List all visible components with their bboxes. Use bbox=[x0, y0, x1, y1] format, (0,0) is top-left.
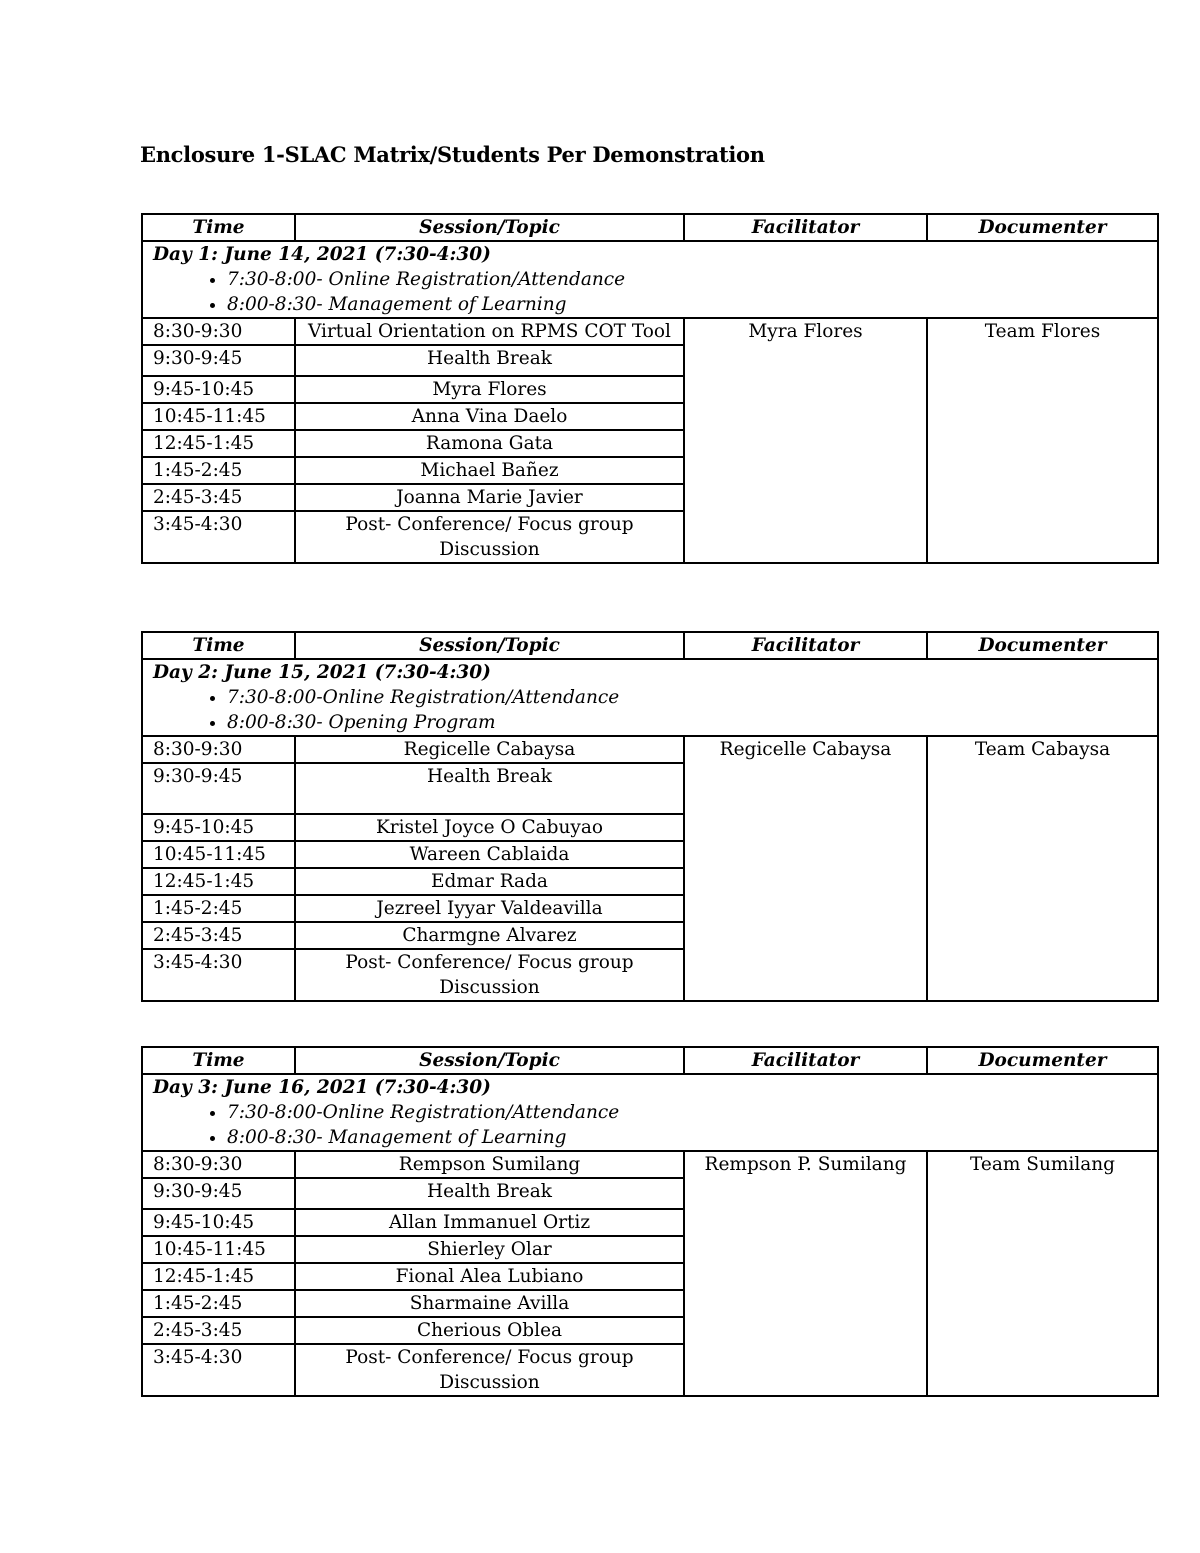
session-cell: Kristel Joyce O Cabuyao bbox=[295, 814, 684, 841]
time-cell: 2:45-3:45 bbox=[142, 1317, 295, 1344]
documenter-cell: Team Cabaysa bbox=[927, 736, 1158, 1001]
session-cell: Post- Conference/ Focus group Discussion bbox=[295, 949, 684, 1001]
time-cell: 3:45-4:30 bbox=[142, 949, 295, 1001]
time-cell: 9:45-10:45 bbox=[142, 376, 295, 403]
session-cell: Jezreel Iyyar Valdeavilla bbox=[295, 895, 684, 922]
table-row bbox=[142, 318, 1158, 345]
header-row bbox=[142, 632, 1158, 659]
session-cell: Rempson Sumilang bbox=[295, 1151, 684, 1178]
header-session: Session/Topic bbox=[295, 214, 684, 241]
time-cell: 12:45-1:45 bbox=[142, 868, 295, 895]
session-cell: Health Break bbox=[295, 1178, 684, 1209]
list-item: • 7:30-8:00-Online Registration/Attendance bbox=[227, 1100, 1147, 1125]
header-documenter: Documenter bbox=[927, 632, 1158, 659]
time-cell: 12:45-1:45 bbox=[142, 1263, 295, 1290]
header-documenter: Documenter bbox=[927, 1047, 1158, 1074]
day-heading-row bbox=[142, 241, 1158, 318]
time-cell: 8:30-9:30 bbox=[142, 1151, 295, 1178]
document-title: Enclosure 1-SLAC Matrix/Students Per Demonstration bbox=[140, 142, 765, 167]
session-cell: Post- Conference/ Focus group Discussion bbox=[295, 1344, 684, 1396]
header-time: Time bbox=[142, 214, 295, 241]
session-cell: Virtual Orientation on RPMS COT Tool bbox=[295, 318, 684, 345]
session-cell: Shierley Olar bbox=[295, 1236, 684, 1263]
session-cell: Myra Flores bbox=[295, 376, 684, 403]
header-time: Time bbox=[142, 1047, 295, 1074]
documenter-cell: Team Flores bbox=[927, 318, 1158, 563]
day-heading: Day 1: June 14, 2021 (7:30-4:30) bbox=[153, 244, 491, 265]
facilitator-cell: Myra Flores bbox=[684, 318, 927, 563]
day-heading: Day 3: June 16, 2021 (7:30-4:30) bbox=[153, 1077, 491, 1098]
day-heading-cell bbox=[142, 1074, 1158, 1151]
list-item: • 7:30-8:00- Online Registration/Attendance bbox=[227, 267, 1147, 292]
time-cell: 2:45-3:45 bbox=[142, 484, 295, 511]
time-cell: 1:45-2:45 bbox=[142, 457, 295, 484]
header-session: Session/Topic bbox=[295, 1047, 684, 1074]
day-heading: Day 2: June 15, 2021 (7:30-4:30) bbox=[153, 662, 491, 683]
table-row bbox=[142, 736, 1158, 763]
time-cell: 3:45-4:30 bbox=[142, 1344, 295, 1396]
time-cell: 9:30-9:45 bbox=[142, 1178, 295, 1209]
session-cell: Ramona Gata bbox=[295, 430, 684, 457]
day-heading-cell bbox=[142, 241, 1158, 318]
day-3-matrix-table bbox=[141, 1046, 1159, 1397]
session-cell: Joanna Marie Javier bbox=[295, 484, 684, 511]
time-cell: 8:30-9:30 bbox=[142, 736, 295, 763]
header-session: Session/Topic bbox=[295, 632, 684, 659]
session-cell: Cherious Oblea bbox=[295, 1317, 684, 1344]
day-1-matrix-table bbox=[141, 213, 1159, 564]
header-row bbox=[142, 214, 1158, 241]
day-heading-row bbox=[142, 659, 1158, 736]
time-cell: 9:45-10:45 bbox=[142, 814, 295, 841]
header-facilitator: Facilitator bbox=[684, 1047, 927, 1074]
time-cell: 2:45-3:45 bbox=[142, 922, 295, 949]
day-heading-cell bbox=[142, 659, 1158, 736]
time-cell: 10:45-11:45 bbox=[142, 403, 295, 430]
header-time: Time bbox=[142, 632, 295, 659]
list-item: • 8:00-8:30- Management of Learning bbox=[227, 1125, 1147, 1150]
time-cell: 9:30-9:45 bbox=[142, 763, 295, 814]
session-cell: Michael Bañez bbox=[295, 457, 684, 484]
session-cell: Health Break bbox=[295, 345, 684, 376]
time-cell: 12:45-1:45 bbox=[142, 430, 295, 457]
preliminaries-list bbox=[153, 685, 1147, 735]
time-cell: 10:45-11:45 bbox=[142, 841, 295, 868]
preliminaries-list bbox=[153, 267, 1147, 317]
list-item: • 8:00-8:30- Opening Program bbox=[227, 710, 1147, 735]
day-heading-row bbox=[142, 1074, 1158, 1151]
header-row bbox=[142, 1047, 1158, 1074]
header-facilitator: Facilitator bbox=[684, 214, 927, 241]
session-cell: Fional Alea Lubiano bbox=[295, 1263, 684, 1290]
session-cell: Sharmaine Avilla bbox=[295, 1290, 684, 1317]
session-cell: Health Break bbox=[295, 763, 684, 814]
time-cell: 1:45-2:45 bbox=[142, 895, 295, 922]
session-cell: Allan Immanuel Ortiz bbox=[295, 1209, 684, 1236]
session-cell: Edmar Rada bbox=[295, 868, 684, 895]
documenter-cell: Team Sumilang bbox=[927, 1151, 1158, 1396]
facilitator-cell: Regicelle Cabaysa bbox=[684, 736, 927, 1001]
time-cell: 1:45-2:45 bbox=[142, 1290, 295, 1317]
day-2-matrix-table bbox=[141, 631, 1159, 1002]
header-documenter: Documenter bbox=[927, 214, 1158, 241]
time-cell: 8:30-9:30 bbox=[142, 318, 295, 345]
session-cell: Anna Vina Daelo bbox=[295, 403, 684, 430]
time-cell: 10:45-11:45 bbox=[142, 1236, 295, 1263]
facilitator-cell: Rempson P. Sumilang bbox=[684, 1151, 927, 1396]
list-item: • 8:00-8:30- Management of Learning bbox=[227, 292, 1147, 317]
session-cell: Regicelle Cabaysa bbox=[295, 736, 684, 763]
session-cell: Charmgne Alvarez bbox=[295, 922, 684, 949]
session-cell: Post- Conference/ Focus group Discussion bbox=[295, 511, 684, 563]
header-facilitator: Facilitator bbox=[684, 632, 927, 659]
session-cell: Wareen Cablaida bbox=[295, 841, 684, 868]
list-item: • 7:30-8:00-Online Registration/Attendance bbox=[227, 685, 1147, 710]
time-cell: 9:45-10:45 bbox=[142, 1209, 295, 1236]
time-cell: 9:30-9:45 bbox=[142, 345, 295, 376]
table-row bbox=[142, 1151, 1158, 1178]
time-cell: 3:45-4:30 bbox=[142, 511, 295, 563]
preliminaries-list bbox=[153, 1100, 1147, 1150]
